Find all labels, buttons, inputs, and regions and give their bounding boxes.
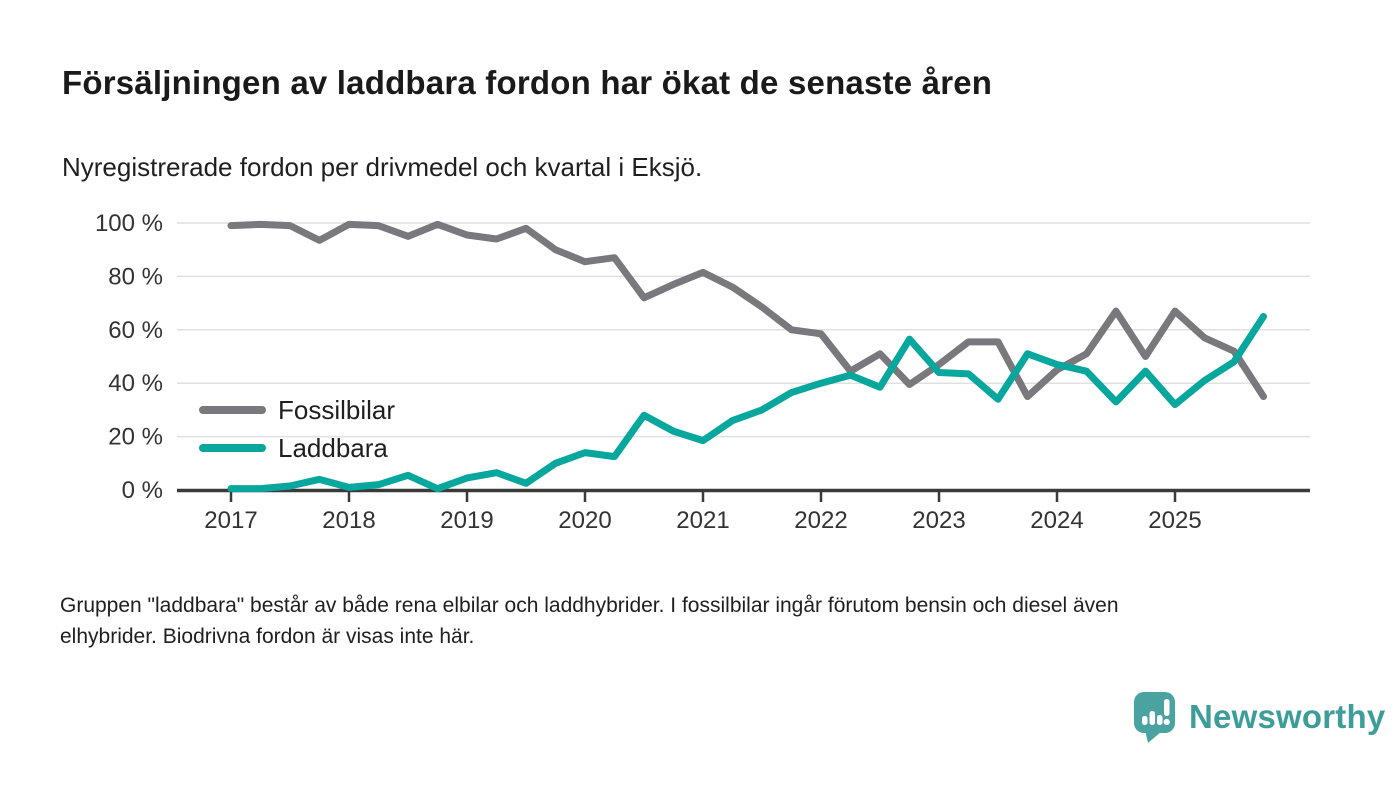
chart-subtitle: Nyregistrerade fordon per drivmedel och kvartal i Eksjö. bbox=[62, 152, 703, 182]
footnote-line-1: Gruppen "laddbara" består av både rena elbilar och laddhybrider. I fossilbilar ingår förutom bensin och diesel även bbox=[60, 594, 1119, 617]
x-axis-label: 2022 bbox=[794, 507, 848, 534]
x-axis-label: 2018 bbox=[322, 507, 376, 534]
logo-brand-text: Newsworthy bbox=[1189, 698, 1386, 735]
legend-label-laddbara: Laddbara bbox=[278, 433, 388, 463]
x-axis-label: 2024 bbox=[1030, 507, 1084, 534]
chart-title: Försäljningen av laddbara fordon har ökat de senaste åren bbox=[62, 64, 993, 101]
newsworthy-logo bbox=[1132, 690, 1385, 744]
y-axis-label: 40 % bbox=[108, 370, 163, 398]
legend bbox=[203, 395, 395, 463]
x-axis-label: 2025 bbox=[1148, 507, 1202, 534]
legend-label-fossilbilar: Fossilbilar bbox=[278, 395, 396, 425]
y-axis-label: 60 % bbox=[108, 316, 163, 344]
logo-badge-tail bbox=[1145, 730, 1162, 743]
y-axis-label: 100 % bbox=[94, 210, 163, 237]
y-axis-label: 0 % bbox=[121, 477, 163, 504]
x-axis-label: 2017 bbox=[204, 507, 258, 534]
chart-footnote bbox=[60, 590, 1330, 652]
x-axis-label: 2023 bbox=[912, 507, 966, 534]
y-axis-label: 80 % bbox=[108, 263, 163, 291]
axes bbox=[177, 491, 1310, 503]
y-axis-label: 20 % bbox=[108, 423, 163, 451]
x-axis-label: 2019 bbox=[440, 507, 494, 534]
x-axis-label: 2021 bbox=[676, 507, 730, 534]
x-axis-label: 2020 bbox=[558, 507, 612, 534]
fossilbilar-line bbox=[231, 224, 1264, 396]
footnote-line-2: elhybrider. Biodrivna fordon är visas inte här. bbox=[60, 625, 475, 648]
newsworthy-pin-icon bbox=[1132, 690, 1178, 744]
